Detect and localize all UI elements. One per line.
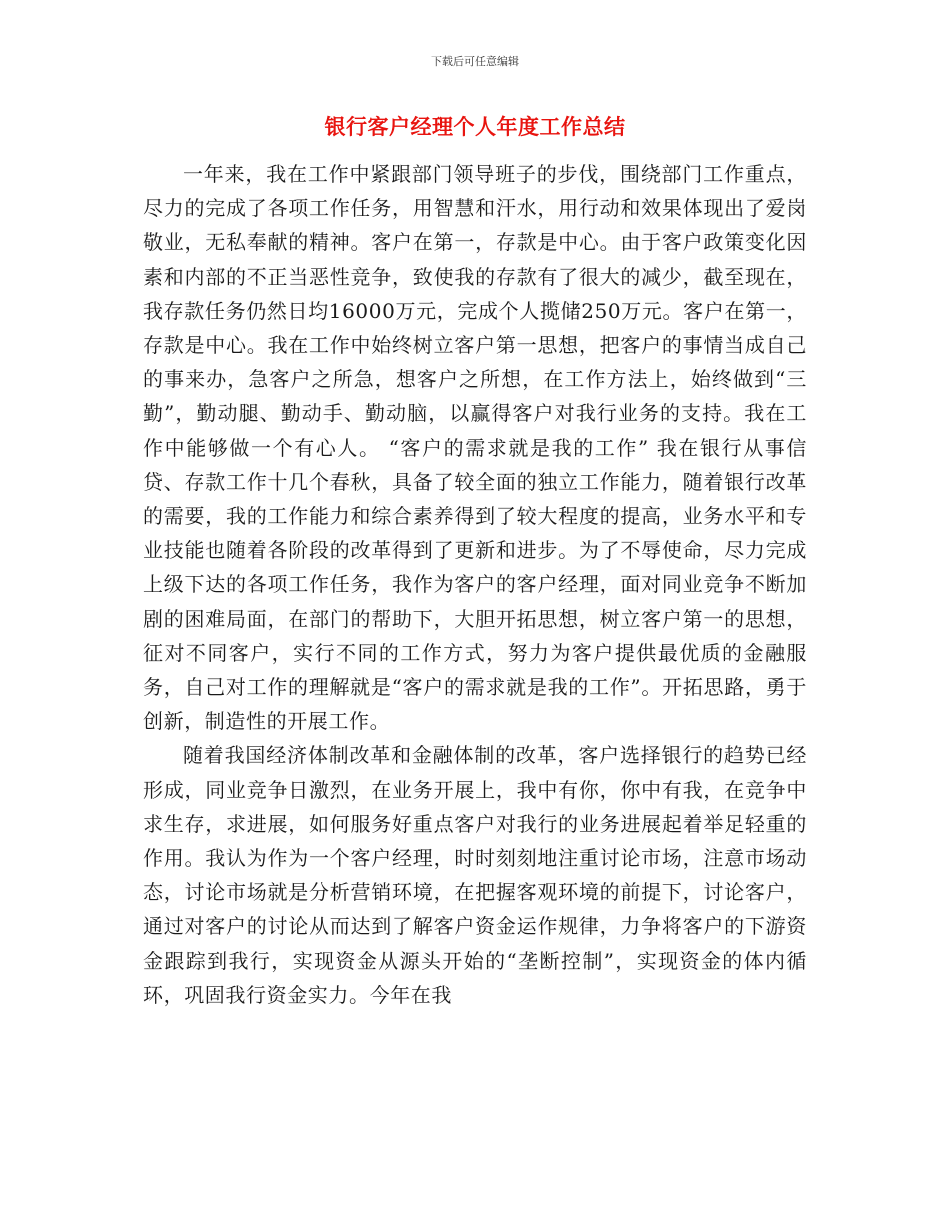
header-note: 下载后可任意编辑 [431, 55, 519, 68]
document-body [143, 157, 807, 1012]
paragraph-1: 一年来，我在工作中紧跟部门领导班子的步伐，围绕部门工作重点，尽力的完成了各项工作任务，用智慧和汗水，用行动和效果体现出了爱岗敬业，无私奉献的精神。客户在第一，存款是中心。由于客户政策变化因素和内部的不正当恶性竞争，致使我的存款有了很大的减少，截至现在，我存款任务仍然日均16000万元，完成个人揽储250万元。客户在第一，存款是中心。我在工作中始终树立客户第一思想，把客户的事情当成自己的事来办，急客户之所急，想客户之所想，在工作方法上，始终做到“三勤”，勤动腿、勤动手、勤动脑，以赢得客户对我行业务的支持。我在工作中能够做一个有心人。 “客户的需求就是我的工作” 我在银行从事信贷、存款工作十几个春秋，具备了较全面的独立工作能力，随着银行改革的需要，我的工作能力和综合素养得到了较大程度的提高，业务水平和专业技能也随着各阶段的改革得到了更新和进步。为了不辱使命，尽力完成上级下达的各项工作任务，我作为客户的客户经理，面对同业竞争不断加剧的困难局面，在部门的帮助下，大胆开拓思想，树立客户第一的思想，征对不同客户，实行不同的工作方式，努力为客户提供最优质的金融服务，自己对工作的理解就是“客户的需求就是我的工作”。开拓思路，勇于创新，制造性的开展工作。 [143, 162, 807, 734]
paragraph-2: 随着我国经济体制改革和金融体制的改革，客户选择银行的趋势已经形成，同业竞争日激烈，在业务开展上，我中有你，你中有我，在竞争中求生存，求进展，如何服务好重点客户对我行的业务进展起着举足轻重的作用。我认为作为一个客户经理，时时刻刻地注重讨论市场，注意市场动态，讨论市场就是分析营销环境，在把握客观环境的前提下，讨论客户，通过对客户的讨论从而达到了解客户资金运作规律，力争将客户的下游资金跟踪到我行，实现资金从源头开始的“垄断控制”，实现资金的体内循环，巩固我行资金实力。今年在我 [143, 743, 807, 1007]
document-title: 银行客户经理个人年度工作总结 [324, 115, 626, 139]
